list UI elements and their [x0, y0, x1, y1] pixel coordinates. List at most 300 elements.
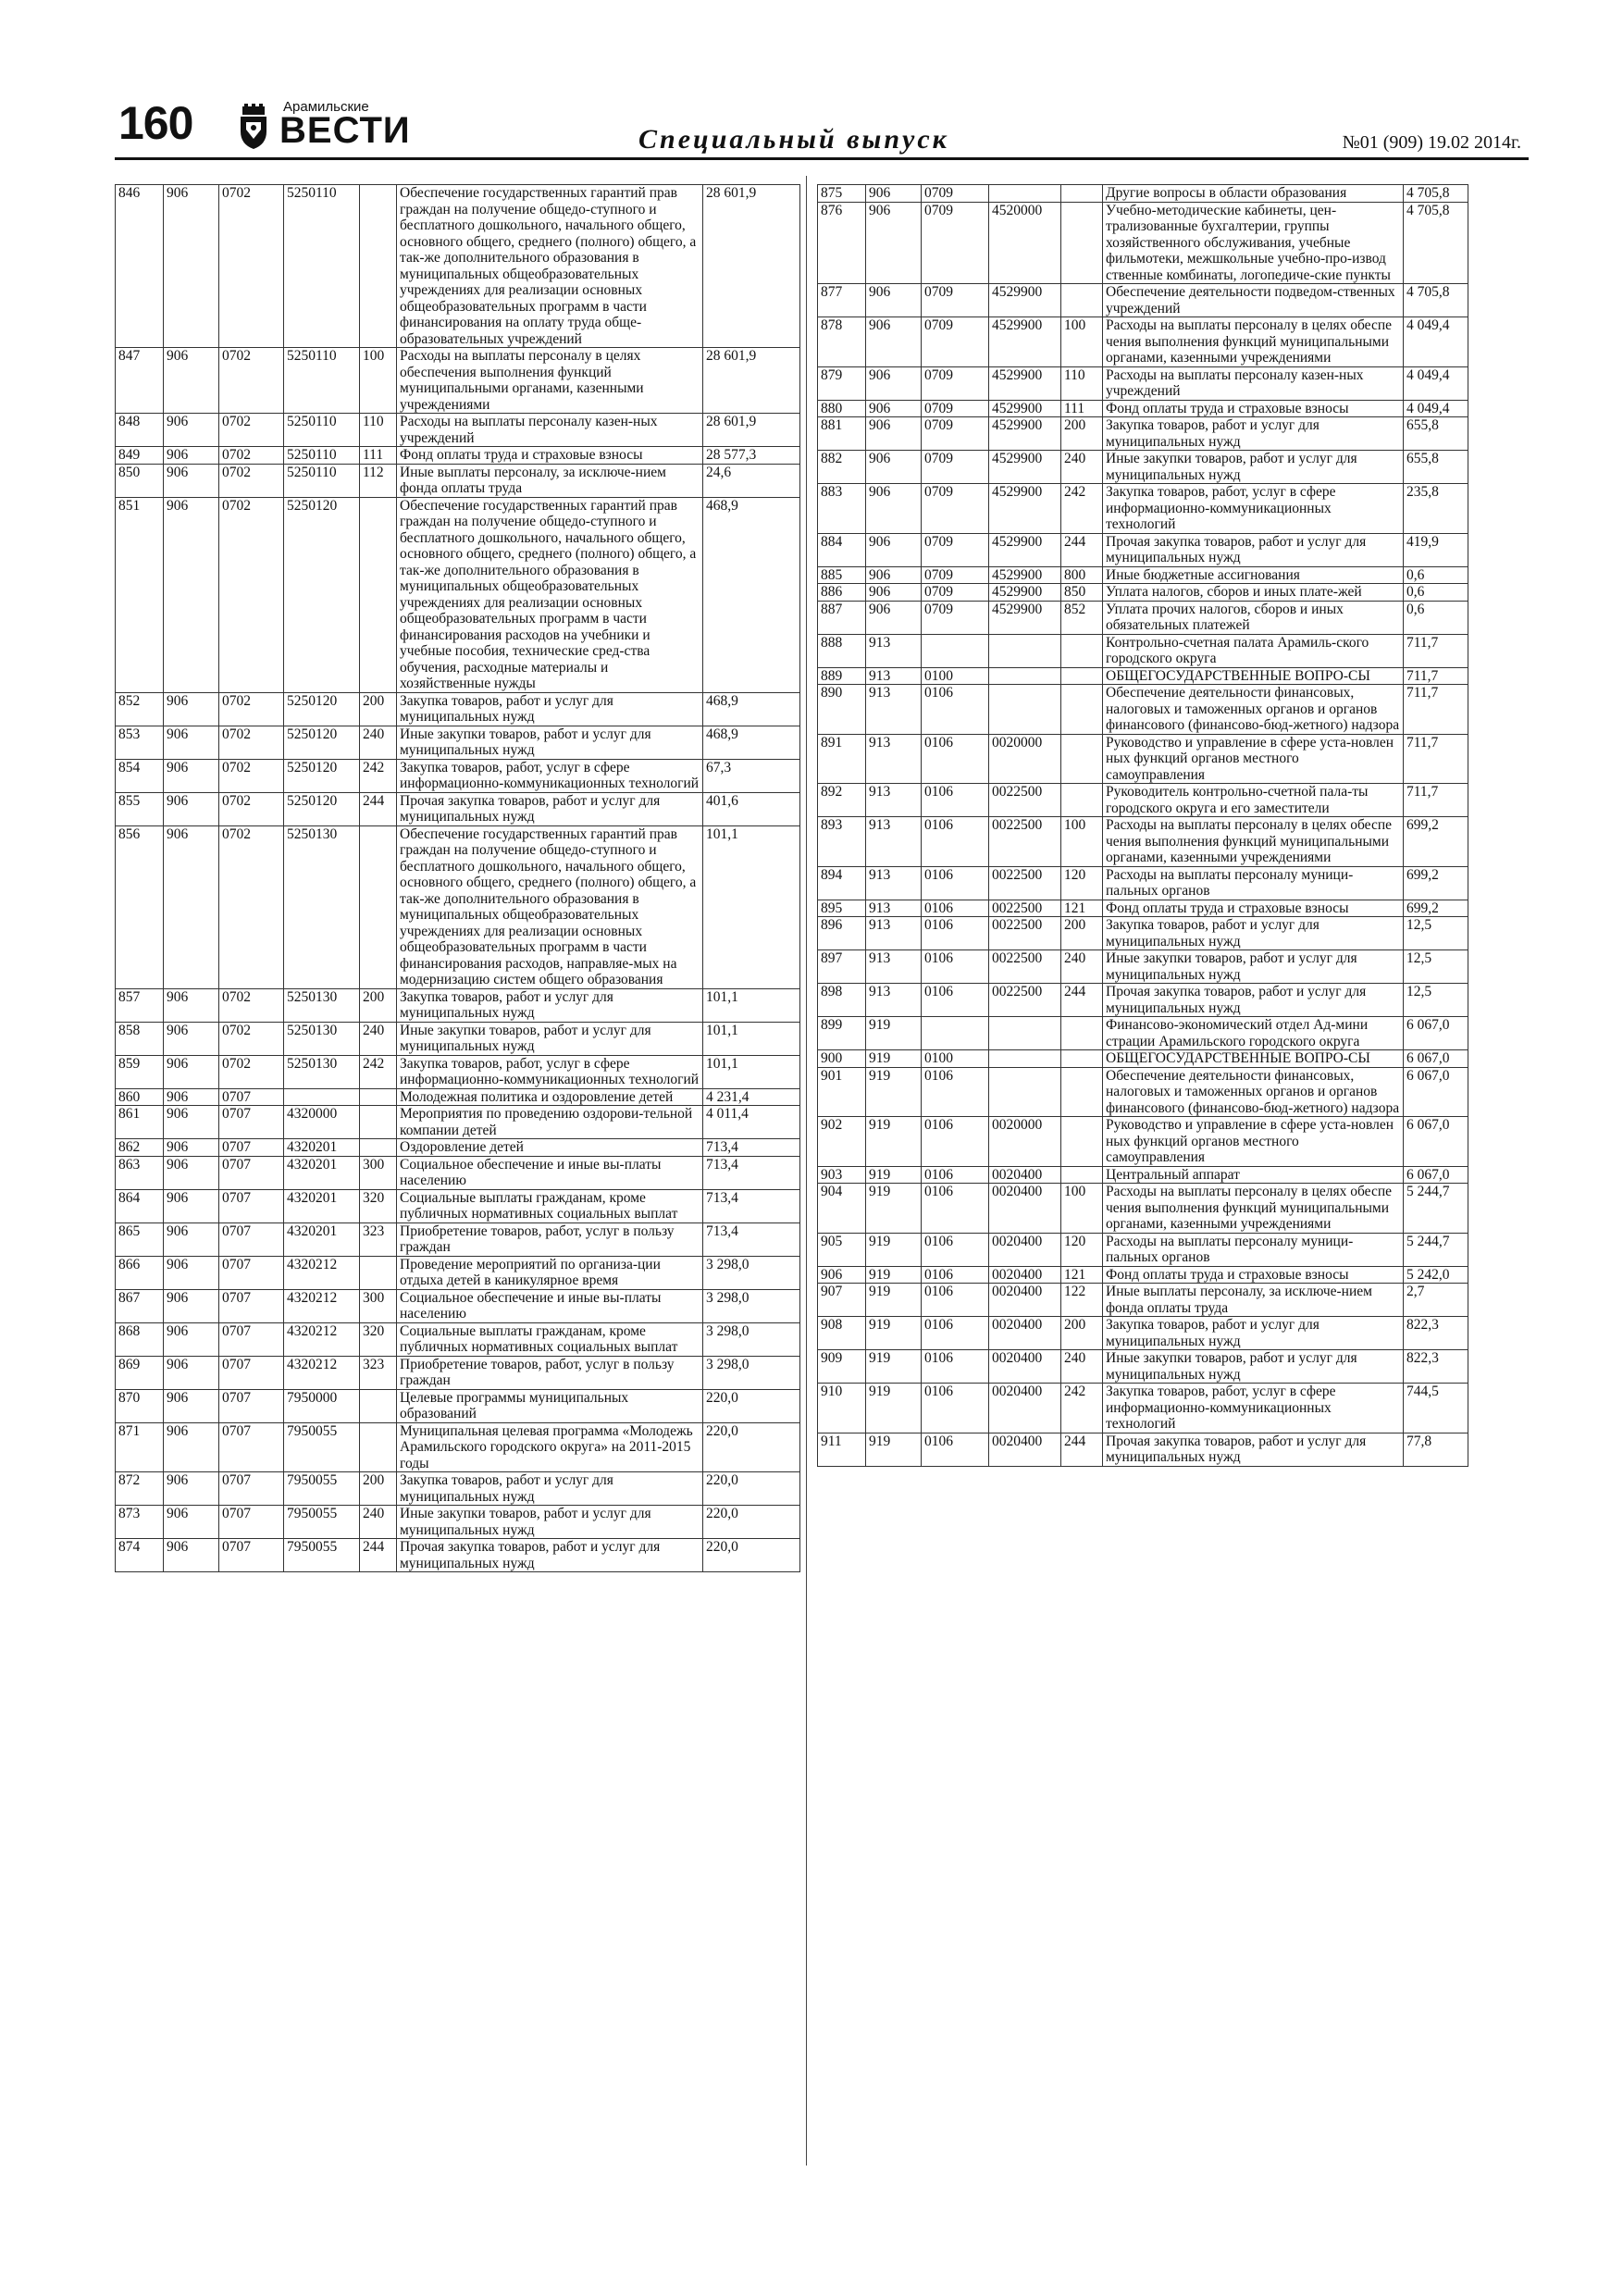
row-number-cell: 878	[818, 317, 866, 367]
row-number-cell: 885	[818, 566, 866, 584]
target-article-cell: 0022500	[989, 950, 1061, 984]
admin-code-cell: 906	[164, 1356, 219, 1389]
expense-type-cell: 112	[360, 464, 397, 497]
item-name-cell: Иные закупки товаров, работ и услуг для муниципальных нужд	[397, 1022, 703, 1055]
section-code-cell: 0702	[219, 1022, 284, 1055]
row-number-cell: 869	[116, 1356, 164, 1389]
section-code-cell: 0707	[219, 1322, 284, 1356]
item-name-cell: Оздоровление детей	[397, 1139, 703, 1157]
item-name-cell: Закупка товаров, работ и услуг для муниципальных нужд	[397, 988, 703, 1022]
target-article-cell: 0020000	[989, 734, 1061, 784]
expense-type-cell: 850	[1061, 584, 1103, 602]
expense-type-cell: 200	[1061, 917, 1103, 950]
item-name-cell: Закупка товаров, работ и услуг для муниципальных нужд	[1103, 417, 1404, 451]
row-number-cell: 870	[116, 1389, 164, 1422]
row-number-cell: 887	[818, 601, 866, 634]
admin-code-cell: 913	[866, 667, 922, 685]
row-number-cell: 875	[818, 185, 866, 203]
expense-type-cell	[1061, 1117, 1103, 1167]
item-name-cell: Прочая закупка товаров, работ и услуг для муниципальных нужд	[1103, 1433, 1404, 1466]
target-article-cell: 4320212	[284, 1289, 360, 1322]
row-number-cell: 865	[116, 1222, 164, 1256]
item-name-cell: Руководитель контрольно-счетной пала-ты городского округа и его заместители	[1103, 784, 1404, 817]
row-number-cell: 889	[818, 667, 866, 685]
target-article-cell: 4320201	[284, 1139, 360, 1157]
row-number-cell: 872	[116, 1472, 164, 1506]
table-row	[818, 1433, 1468, 1466]
expense-type-cell: 110	[1061, 366, 1103, 400]
amount-cell: 235,8	[1404, 484, 1468, 534]
target-article-cell: 0020400	[989, 1317, 1061, 1350]
section-code-cell: 0106	[922, 984, 989, 1017]
admin-code-cell: 906	[164, 348, 219, 414]
row-number-cell: 894	[818, 866, 866, 900]
amount-cell: 711,7	[1404, 667, 1468, 685]
section-code-cell: 0702	[219, 414, 284, 447]
admin-code-cell: 906	[164, 185, 219, 348]
row-number-cell: 895	[818, 900, 866, 917]
target-article-cell: 4529900	[989, 601, 1061, 634]
item-name-cell: Фонд оплаты труда и страховые взносы	[397, 447, 703, 465]
item-name-cell: Расходы на выплаты персоналу в целях обеспе чения выполнения функций муниципальными органами, казенными учреждениями	[1103, 817, 1404, 867]
amount-cell: 220,0	[703, 1422, 800, 1472]
target-article-cell: 5250110	[284, 348, 360, 414]
target-article-cell: 7950055	[284, 1539, 360, 1572]
target-article-cell: 5250110	[284, 447, 360, 465]
section-code-cell: 0106	[922, 900, 989, 917]
section-code-cell: 0707	[219, 1289, 284, 1322]
target-article-cell: 4320201	[284, 1189, 360, 1222]
target-article-cell: 4320212	[284, 1356, 360, 1389]
item-name-cell: Проведение мероприятий по организа-ции отдыха детей в каникулярное время	[397, 1256, 703, 1289]
page-number: 160	[118, 97, 193, 149]
item-name-cell: Иные закупки товаров, работ и услуг для муниципальных нужд	[1103, 950, 1404, 984]
admin-code-cell: 906	[866, 317, 922, 367]
table-row	[116, 464, 800, 497]
item-name-cell: Закупка товаров, работ и услуг для муниципальных нужд	[1103, 1317, 1404, 1350]
section-code-cell: 0709	[922, 451, 989, 484]
admin-code-cell: 906	[164, 1322, 219, 1356]
item-name-cell: Иные закупки товаров, работ и услуг для муниципальных нужд	[1103, 1350, 1404, 1384]
expense-type-cell: 120	[1061, 866, 1103, 900]
admin-code-cell: 906	[164, 1506, 219, 1539]
expense-type-cell: 240	[360, 1506, 397, 1539]
row-number-cell: 904	[818, 1184, 866, 1234]
amount-cell: 655,8	[1404, 417, 1468, 451]
target-article-cell: 4529900	[989, 584, 1061, 602]
row-number-cell: 884	[818, 533, 866, 566]
row-number-cell: 857	[116, 988, 164, 1022]
section-code-cell: 0709	[922, 366, 989, 400]
item-name-cell: Иные выплаты персоналу, за исключе-нием фонда оплаты труда	[1103, 1284, 1404, 1317]
table-row	[116, 1022, 800, 1055]
amount-cell: 4 705,8	[1404, 284, 1468, 317]
budget-table-right	[817, 184, 1468, 1467]
row-number-cell: 886	[818, 584, 866, 602]
target-article-cell	[284, 1088, 360, 1106]
section-code-cell: 0707	[219, 1506, 284, 1539]
amount-cell: 468,9	[703, 497, 800, 692]
row-number-cell: 890	[818, 685, 866, 735]
table-row	[818, 400, 1468, 417]
amount-cell: 5 242,0	[1404, 1266, 1468, 1284]
admin-code-cell: 913	[866, 634, 922, 667]
row-number-cell: 883	[818, 484, 866, 534]
table-row	[818, 1317, 1468, 1350]
admin-code-cell: 906	[164, 1139, 219, 1157]
row-number-cell: 848	[116, 414, 164, 447]
table-row	[818, 734, 1468, 784]
item-name-cell: Уплата налогов, сборов и иных плате-жей	[1103, 584, 1404, 602]
admin-code-cell: 919	[866, 1284, 922, 1317]
admin-code-cell: 906	[866, 284, 922, 317]
row-number-cell: 882	[818, 451, 866, 484]
expense-type-cell	[360, 1106, 397, 1139]
target-article-cell: 4529900	[989, 566, 1061, 584]
table-row	[116, 414, 800, 447]
table-row	[116, 1189, 800, 1222]
table-row	[818, 1384, 1468, 1433]
amount-cell: 4 705,8	[1404, 185, 1468, 203]
admin-code-cell: 906	[866, 584, 922, 602]
section-code-cell: 0709	[922, 202, 989, 284]
admin-code-cell: 906	[164, 464, 219, 497]
amount-cell: 5 244,7	[1404, 1184, 1468, 1234]
expense-type-cell: 323	[360, 1356, 397, 1389]
admin-code-cell: 919	[866, 1166, 922, 1184]
amount-cell: 28 601,9	[703, 348, 800, 414]
row-number-cell: 871	[116, 1422, 164, 1472]
admin-code-cell: 906	[164, 1022, 219, 1055]
expense-type-cell: 110	[360, 414, 397, 447]
expense-type-cell: 120	[1061, 1233, 1103, 1266]
table-row	[116, 348, 800, 414]
section-code-cell: 0707	[219, 1088, 284, 1106]
table-row	[818, 784, 1468, 817]
admin-code-cell: 906	[164, 497, 219, 692]
row-number-cell: 892	[818, 784, 866, 817]
target-article-cell: 0020400	[989, 1384, 1061, 1433]
item-name-cell: Другие вопросы в области образования	[1103, 185, 1404, 203]
section-code-cell: 0702	[219, 185, 284, 348]
row-number-cell: 896	[818, 917, 866, 950]
table-row	[116, 726, 800, 759]
table-row	[818, 417, 1468, 451]
row-number-cell: 903	[818, 1166, 866, 1184]
target-article-cell: 0020400	[989, 1166, 1061, 1184]
table-row	[116, 825, 800, 988]
row-number-cell: 900	[818, 1050, 866, 1068]
amount-cell: 3 298,0	[703, 1322, 800, 1356]
table-row	[818, 1184, 1468, 1234]
row-number-cell: 862	[116, 1139, 164, 1157]
item-name-cell: Финансово-экономический отдел Ад-мини страции Арамильского городского округа	[1103, 1017, 1404, 1050]
target-article-cell	[989, 685, 1061, 735]
table-row	[818, 950, 1468, 984]
amount-cell: 4 705,8	[1404, 202, 1468, 284]
target-article-cell: 0022500	[989, 866, 1061, 900]
section-code-cell: 0106	[922, 1184, 989, 1234]
expense-type-cell	[360, 1139, 397, 1157]
row-number-cell: 906	[818, 1266, 866, 1284]
amount-cell: 4 049,4	[1404, 366, 1468, 400]
item-name-cell: Прочая закупка товаров, работ и услуг для муниципальных нужд	[397, 1539, 703, 1572]
admin-code-cell: 913	[866, 950, 922, 984]
row-number-cell: 893	[818, 817, 866, 867]
target-article-cell: 4529900	[989, 484, 1061, 534]
amount-cell: 24,6	[703, 464, 800, 497]
section-code-cell: 0106	[922, 1233, 989, 1266]
section-code-cell: 0709	[922, 533, 989, 566]
section-code-cell: 0707	[219, 1156, 284, 1189]
amount-cell: 822,3	[1404, 1350, 1468, 1384]
target-article-cell: 4320212	[284, 1256, 360, 1289]
amount-cell: 711,7	[1404, 784, 1468, 817]
table-row	[818, 685, 1468, 735]
target-article-cell: 0022500	[989, 900, 1061, 917]
expense-type-cell	[360, 185, 397, 348]
admin-code-cell: 906	[164, 692, 219, 726]
table-row	[116, 1222, 800, 1256]
expense-type-cell: 240	[1061, 1350, 1103, 1384]
table-row	[818, 817, 1468, 867]
section-code-cell: 0106	[922, 950, 989, 984]
logo-title: ВЕСТИ	[279, 110, 411, 151]
section-code-cell: 0106	[922, 866, 989, 900]
table-row	[818, 566, 1468, 584]
table-row	[116, 497, 800, 692]
amount-cell: 419,9	[1404, 533, 1468, 566]
row-number-cell: 847	[116, 348, 164, 414]
row-number-cell: 856	[116, 825, 164, 988]
target-article-cell: 0020000	[989, 1117, 1061, 1167]
target-article-cell	[989, 634, 1061, 667]
table-row	[116, 1256, 800, 1289]
admin-code-cell: 906	[164, 1256, 219, 1289]
item-name-cell: Уплата прочих налогов, сборов и иных обязательных платежей	[1103, 601, 1404, 634]
target-article-cell	[989, 1017, 1061, 1050]
target-article-cell: 4320201	[284, 1222, 360, 1256]
admin-code-cell: 906	[866, 601, 922, 634]
target-article-cell: 4320000	[284, 1106, 360, 1139]
target-article-cell: 5250130	[284, 1022, 360, 1055]
item-name-cell: Иные закупки товаров, работ и услуг для муниципальных нужд	[397, 1506, 703, 1539]
admin-code-cell: 906	[866, 451, 922, 484]
admin-code-cell: 906	[866, 484, 922, 534]
expense-type-cell: 800	[1061, 566, 1103, 584]
table-row	[818, 900, 1468, 917]
row-number-cell: 864	[116, 1189, 164, 1222]
target-article-cell: 0020400	[989, 1184, 1061, 1234]
amount-cell: 4 011,4	[703, 1106, 800, 1139]
table-row	[818, 284, 1468, 317]
item-name-cell: Иные закупки товаров, работ и услуг для муниципальных нужд	[397, 726, 703, 759]
section-code-cell: 0702	[219, 792, 284, 825]
row-number-cell: 891	[818, 734, 866, 784]
admin-code-cell: 906	[866, 417, 922, 451]
item-name-cell: Социальное обеспечение и иные вы-платы населению	[397, 1289, 703, 1322]
admin-code-cell: 919	[866, 1266, 922, 1284]
row-number-cell: 849	[116, 447, 164, 465]
table-row	[116, 1506, 800, 1539]
expense-type-cell: 320	[360, 1189, 397, 1222]
target-article-cell: 4529900	[989, 451, 1061, 484]
admin-code-cell: 906	[164, 414, 219, 447]
row-number-cell: 881	[818, 417, 866, 451]
item-name-cell: Закупка товаров, работ и услуг для муниципальных нужд	[397, 1472, 703, 1506]
item-name-cell: Закупка товаров, работ, услуг в сфере информационно-коммуникационных технологий	[1103, 484, 1404, 534]
expense-type-cell	[1061, 667, 1103, 685]
target-article-cell: 4529900	[989, 284, 1061, 317]
section-code-cell: 0709	[922, 584, 989, 602]
target-article-cell: 4520000	[989, 202, 1061, 284]
admin-code-cell: 906	[164, 1088, 219, 1106]
item-name-cell: Руководство и управление в сфере уста-новлен ных функций органов местного самоуправления	[1103, 734, 1404, 784]
item-name-cell: Обеспечение государственных гарантий прав граждан на получение общедо-ступного и бесплатного дошкольного, начального общего, основного общего, среднего (полного) общего, а так-же дополнительного образования в муниципальных общеобразовательных учреждениях для реализации основных общеобразовательных программ в части финансирования расходов, направляе-мых на модернизацию систем общего образования	[397, 825, 703, 988]
section-code-cell: 0709	[922, 284, 989, 317]
section-code-cell: 0707	[219, 1189, 284, 1222]
item-name-cell: Расходы на выплаты персоналу казен-ных учреждений	[397, 414, 703, 447]
item-name-cell: Обеспечение деятельности подведом-ственных учреждений	[1103, 284, 1404, 317]
target-article-cell: 5250130	[284, 1055, 360, 1088]
target-article-cell	[989, 185, 1061, 203]
expense-type-cell: 200	[360, 988, 397, 1022]
amount-cell: 711,7	[1404, 734, 1468, 784]
amount-cell: 28 601,9	[703, 185, 800, 348]
admin-code-cell: 913	[866, 817, 922, 867]
table-row	[818, 1067, 1468, 1117]
table-row	[116, 185, 800, 348]
amount-cell: 101,1	[703, 1022, 800, 1055]
table-row	[818, 667, 1468, 685]
table-row	[116, 1106, 800, 1139]
row-number-cell: 901	[818, 1067, 866, 1117]
admin-code-cell: 906	[866, 400, 922, 417]
admin-code-cell: 906	[866, 566, 922, 584]
target-article-cell: 4529900	[989, 366, 1061, 400]
expense-type-cell: 121	[1061, 1266, 1103, 1284]
target-article-cell: 7950055	[284, 1422, 360, 1472]
admin-code-cell: 913	[866, 784, 922, 817]
expense-type-cell: 100	[1061, 817, 1103, 867]
expense-type-cell: 242	[360, 1055, 397, 1088]
row-number-cell: 908	[818, 1317, 866, 1350]
section-code-cell: 0106	[922, 1166, 989, 1184]
admin-code-cell: 919	[866, 1067, 922, 1117]
item-name-cell: Целевые программы муниципальных образований	[397, 1389, 703, 1422]
expense-type-cell: 242	[360, 759, 397, 792]
admin-code-cell: 913	[866, 685, 922, 735]
item-name-cell: Учебно-методические кабинеты, цен-трализованные бухгалтерии, группы хозяйственного обслуживания, учебные фильмотеки, межшкольные учебно-про-извод ственные комбинаты, логопедиче-ские пункты	[1103, 202, 1404, 284]
amount-cell: 0,6	[1404, 601, 1468, 634]
amount-cell: 220,0	[703, 1389, 800, 1422]
section-code-cell: 0709	[922, 484, 989, 534]
section-code-cell: 0702	[219, 1055, 284, 1088]
expense-type-cell: 244	[1061, 533, 1103, 566]
item-name-cell: Иные бюджетные ассигнования	[1103, 566, 1404, 584]
budget-table-left	[115, 184, 800, 1572]
expense-type-cell: 111	[1061, 400, 1103, 417]
section-code-cell: 0707	[219, 1539, 284, 1572]
expense-type-cell	[360, 1256, 397, 1289]
admin-code-cell: 919	[866, 1350, 922, 1384]
admin-code-cell: 906	[164, 447, 219, 465]
amount-cell: 3 298,0	[703, 1289, 800, 1322]
item-name-cell: Обеспечение государственных гарантий прав граждан на получение общедо-ступного и бесплатного дошкольного, начального общего, основного общего, среднего (полного) общего, а так-же дополнительного образования в муниципальных общеобразовательных учреждениях для реализации основных общеобразовательных программ в части финансирования на оплату труда обще-образовательных учреждений	[397, 185, 703, 348]
target-article-cell: 5250110	[284, 464, 360, 497]
target-article-cell: 0020400	[989, 1350, 1061, 1384]
row-number-cell: 853	[116, 726, 164, 759]
expense-type-cell: 244	[1061, 1433, 1103, 1466]
row-number-cell: 852	[116, 692, 164, 726]
admin-code-cell: 919	[866, 1017, 922, 1050]
item-name-cell: Фонд оплаты труда и страховые взносы	[1103, 400, 1404, 417]
row-number-cell: 899	[818, 1017, 866, 1050]
row-number-cell: 877	[818, 284, 866, 317]
amount-cell: 713,4	[703, 1222, 800, 1256]
amount-cell: 220,0	[703, 1472, 800, 1506]
section-code-cell: 0702	[219, 825, 284, 988]
item-name-cell: ОБЩЕГОСУДАРСТВЕННЫЕ ВОПРО-СЫ	[1103, 1050, 1404, 1068]
expense-type-cell: 100	[1061, 1184, 1103, 1234]
item-name-cell: Фонд оплаты труда и страховые взносы	[1103, 1266, 1404, 1284]
section-code-cell: 0702	[219, 726, 284, 759]
row-number-cell: 897	[818, 950, 866, 984]
admin-code-cell: 906	[164, 1472, 219, 1506]
expense-type-cell: 122	[1061, 1284, 1103, 1317]
expense-type-cell: 240	[1061, 451, 1103, 484]
row-number-cell: 851	[116, 497, 164, 692]
expense-type-cell	[360, 497, 397, 692]
section-code-cell: 0106	[922, 1266, 989, 1284]
item-name-cell: Обеспечение государственных гарантий прав граждан на получение общедо-ступного и бесплатного дошкольного, начального общего, основного общего, среднего (полного) общего, а так-же дополнительного образования в муниципальных общеобразовательных учреждениях для реализации основных общеобразовательных программ в части финансирования расходов на учебники и учебные пособия, технические сред-ства обучения, расходные материалы и хозяйственные нужды	[397, 497, 703, 692]
row-number-cell: 909	[818, 1350, 866, 1384]
issue-title: Специальный выпуск	[638, 124, 949, 155]
expense-type-cell: 200	[360, 1472, 397, 1506]
amount-cell: 4 049,4	[1404, 400, 1468, 417]
row-number-cell: 874	[116, 1539, 164, 1572]
item-name-cell: ОБЩЕГОСУДАРСТВЕННЫЕ ВОПРО-СЫ	[1103, 667, 1404, 685]
table-row	[818, 1166, 1468, 1184]
table-row	[116, 1088, 800, 1106]
amount-cell: 713,4	[703, 1156, 800, 1189]
item-name-cell: Закупка товаров, работ, услуг в сфере информационно-коммуникационных технологий	[397, 1055, 703, 1088]
expense-type-cell	[360, 1422, 397, 1472]
amount-cell: 2,7	[1404, 1284, 1468, 1317]
amount-cell: 28 601,9	[703, 414, 800, 447]
section-code-cell: 0702	[219, 348, 284, 414]
table-row	[818, 202, 1468, 284]
table-row	[818, 984, 1468, 1017]
item-name-cell: Обеспечение деятельности финансовых, налоговых и таможенных органов и органов финансового (финансово-бюд-жетного) надзора	[1103, 685, 1404, 735]
expense-type-cell	[1061, 1050, 1103, 1068]
expense-type-cell: 852	[1061, 601, 1103, 634]
row-number-cell: 910	[818, 1384, 866, 1433]
expense-type-cell: 323	[360, 1222, 397, 1256]
amount-cell: 5 244,7	[1404, 1233, 1468, 1266]
amount-cell: 12,5	[1404, 950, 1468, 984]
admin-code-cell: 913	[866, 984, 922, 1017]
admin-code-cell: 906	[164, 1539, 219, 1572]
target-article-cell	[989, 1067, 1061, 1117]
admin-code-cell: 913	[866, 900, 922, 917]
admin-code-cell: 906	[164, 1222, 219, 1256]
admin-code-cell: 913	[866, 734, 922, 784]
table-row	[116, 1422, 800, 1472]
row-number-cell: 854	[116, 759, 164, 792]
amount-cell: 0,6	[1404, 584, 1468, 602]
amount-cell: 713,4	[703, 1139, 800, 1157]
